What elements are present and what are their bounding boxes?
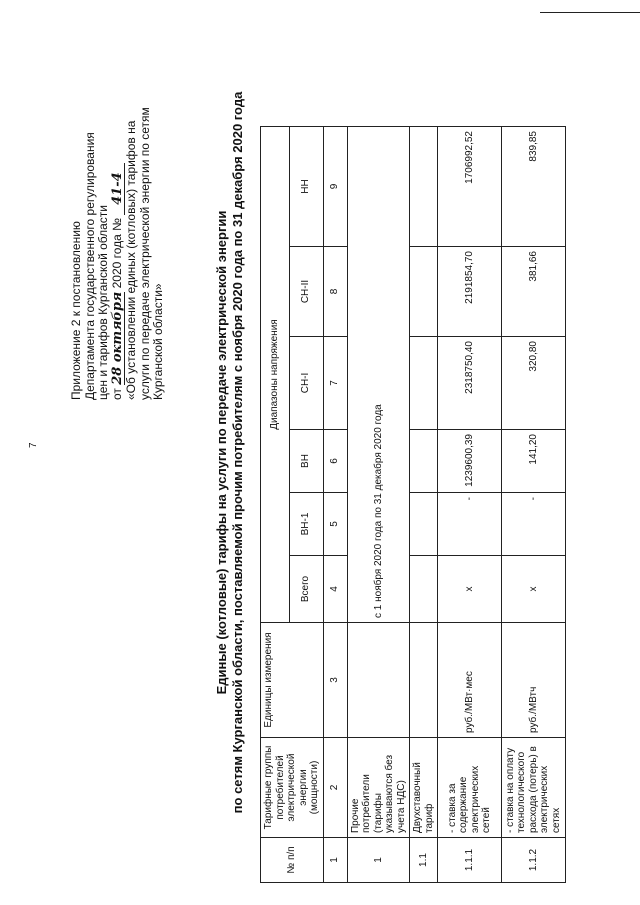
- appendix-line-3: цен и тарифов Курганской области: [96, 205, 110, 400]
- value-sn1: 320,80: [502, 337, 566, 430]
- index-cell: 4: [323, 556, 347, 623]
- index-cell: 5: [323, 493, 347, 556]
- document-title: [214, 0, 246, 905]
- header-sn2: СН-II: [289, 247, 323, 337]
- index-cell: 8: [323, 247, 347, 337]
- year-text: 2020 года №: [109, 217, 124, 289]
- appendix-line-6: услуги по передаче электрической энергии по сетям: [137, 107, 152, 400]
- empty-cell: [410, 623, 438, 738]
- header-nn: НН: [289, 127, 323, 247]
- value-vn: 1239600,39: [438, 430, 502, 493]
- appendix-line-7: Курганской области»: [151, 283, 165, 400]
- row-group: Двухставочный тариф: [410, 738, 438, 838]
- row-num: 1.1: [410, 838, 438, 883]
- appendix-date-line: [111, 107, 126, 400]
- table-row: [347, 127, 410, 883]
- index-cell: 1: [323, 838, 347, 883]
- value-sn2: 2191854,70: [438, 247, 502, 337]
- header-vn: ВН: [289, 430, 323, 493]
- empty-cell: [410, 337, 438, 430]
- appendix-line-5: «Об установлении единых (котловых) тарифов на: [124, 120, 138, 400]
- row-group: Прочие потребители (тарифы указываются без учета НДС): [347, 738, 410, 838]
- value-total: х: [502, 556, 566, 623]
- value-vn1: -: [502, 493, 566, 556]
- row-num: 1: [347, 838, 410, 883]
- row-num: 1.1.1: [438, 838, 502, 883]
- header-sn1: СН-I: [289, 337, 323, 430]
- value-sn1: 2318750,40: [438, 337, 502, 430]
- table-row: [502, 127, 566, 883]
- index-cell: 7: [323, 337, 347, 430]
- empty-cell: [410, 430, 438, 493]
- row-num: 1.1.2: [502, 838, 566, 883]
- value-vn: 141,20: [502, 430, 566, 493]
- row-unit-empty: [347, 623, 410, 738]
- table-row: [438, 127, 502, 883]
- header-unit: Единицы измерения: [261, 623, 324, 738]
- value-sn2: 381,66: [502, 247, 566, 337]
- tariff-table: [260, 126, 566, 883]
- row-group: - ставка на оплату технологического расхода (потерь) в электрических сетях: [502, 738, 566, 838]
- appendix-line-1: Приложение 2 к постановлению: [69, 221, 83, 400]
- handwritten-number: 41-4: [111, 163, 126, 215]
- row-unit: руб./МВтч: [502, 623, 566, 738]
- title-line-2: по сетям Курганской области, поставляемой прочим потребителям с ноября 2020 года по 31 декабря 2020 года: [230, 91, 245, 814]
- header-total: Всего: [289, 556, 323, 623]
- row-group: - ставка за содержание электрических сетей: [438, 738, 502, 838]
- header-num: № п/п: [261, 838, 324, 883]
- appendix-line-2: Департамента государственного регулирования: [82, 132, 97, 400]
- row-unit: руб./МВт·мес: [438, 623, 502, 738]
- empty-cell: [410, 556, 438, 623]
- page-number: 7: [28, 442, 39, 448]
- title-line-1: Единые (котловые) тарифы на услуги по передаче электрической энергии: [214, 210, 229, 695]
- header-group: Тарифные группы потребителей электрической энергии (мощности): [261, 738, 324, 838]
- table-row: [410, 127, 438, 883]
- index-cell: 2: [323, 738, 347, 838]
- header-ranges: Диапазоны напряжения: [261, 127, 290, 623]
- header-vn1: ВН-1: [289, 493, 323, 556]
- value-vn1: -: [438, 493, 502, 556]
- from-label: от: [109, 388, 124, 400]
- value-nn: 1706992,52: [438, 127, 502, 247]
- row-period: с 1 ноября 2020 года по 31 декабря 2020 года: [347, 127, 410, 623]
- handwritten-date: 28 октября: [109, 291, 125, 385]
- empty-cell: [410, 127, 438, 247]
- index-cell: 6: [323, 430, 347, 493]
- index-cell: 3: [323, 623, 347, 738]
- appendix-block: [70, 107, 166, 400]
- value-total: х: [438, 556, 502, 623]
- value-nn: 839,85: [502, 127, 566, 247]
- index-cell: 9: [323, 127, 347, 247]
- empty-cell: [410, 247, 438, 337]
- empty-cell: [410, 493, 438, 556]
